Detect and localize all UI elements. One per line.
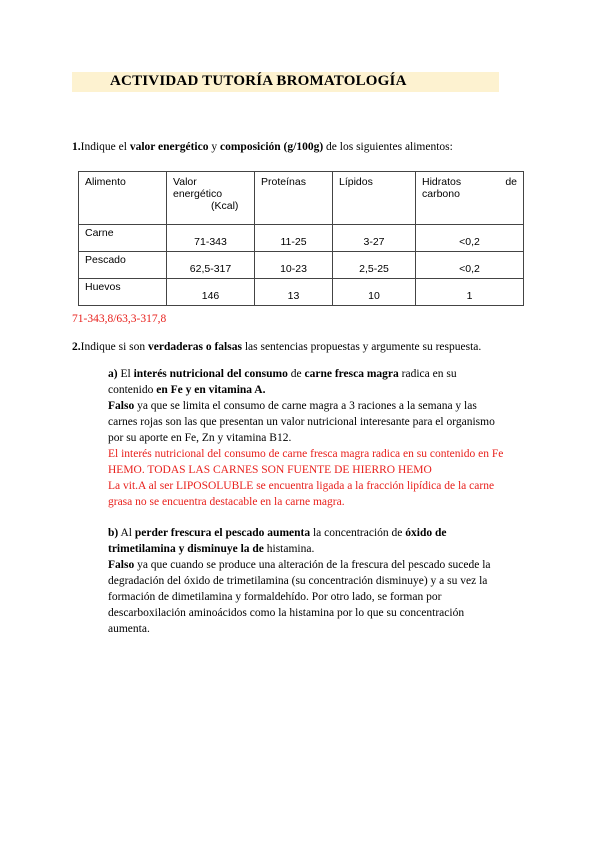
correction-a-2: HEMO. TODAS LAS CARNES SON FUENTE DE HIERRO HEMO — [108, 464, 432, 476]
title-banner — [72, 72, 499, 92]
statement-b: b) Al perder frescura el pescado aumenta la concentración de óxido de trimetilamina y disminuye la de histamina. Falso ya que cuando se produce una alteración de la frescura del pescado sucede la degradación del óxido de trimetilamina (su concentración disminuye) y a su vez la formación de dimetilamina y formaldehído. Por otro lado, se forman por descarboxilación aminoácidos como la histamina por lo que su concentración aumenta. — [108, 527, 491, 635]
answer-1: 71-343,8/63,3-317,8 — [72, 313, 167, 325]
statement-a: a) El interés nutricional del consumo de carne fresca magra radica en su contenido en Fe y en vitamina A. Falso ya que se limita el consumo de carne magra a 3 raciones a la semana y las carnes rojas son las que presentan un valor nutricional interesante para el organismo por su aporte en Fe, Zn y vitamina B12. El interés nutricional del consumo de carne fresca magra radica en su contenido en Fe HEMO. TODAS LAS CARNES SON FUENTE DE HIERRO HEMO La vit.A al ser LIPOSOLUBLE se encuentra ligada a la fracción lipídica de la carne grasa no se encuentra destacable en la carne magra. — [108, 366, 538, 510]
table-row: Pescado 62,5-317 10-23 2,5-25 <0,2 — [79, 252, 524, 279]
table-row: Huevos 146 13 10 1 — [79, 279, 524, 306]
header-valor: Valor energético (Kcal) — [167, 172, 255, 225]
correction-a-1: El interés nutricional del consumo de carne fresca magra radica en su contenido en Fe — [108, 448, 504, 460]
correction-a-3: La vit.A al ser LIPOSOLUBLE se encuentra ligada a la fracción lipídica de la carne — [108, 480, 495, 492]
header-alimento: Alimento — [79, 172, 167, 225]
question-2: 2.Indique si son verdaderas o falsas las sentencias propuestas y argumente su respuesta. — [72, 341, 482, 353]
page-title: ACTIVIDAD TUTORÍA BROMATOLOGÍA — [110, 73, 407, 89]
header-hidratos: Hidratos de carbono — [416, 172, 524, 225]
question-1: 1.Indique el valor energético y composición (g/100g) de los siguientes alimentos: — [72, 141, 453, 153]
composition-table — [78, 171, 524, 306]
correction-a-4: grasa no se encuentra destacable en la carne magra. — [108, 496, 345, 508]
table-header-row — [79, 172, 524, 225]
header-proteinas: Proteínas — [255, 172, 333, 225]
table-row: Carne 71-343 11-25 3-27 <0,2 — [79, 225, 524, 252]
header-lipidos: Lípidos — [333, 172, 416, 225]
